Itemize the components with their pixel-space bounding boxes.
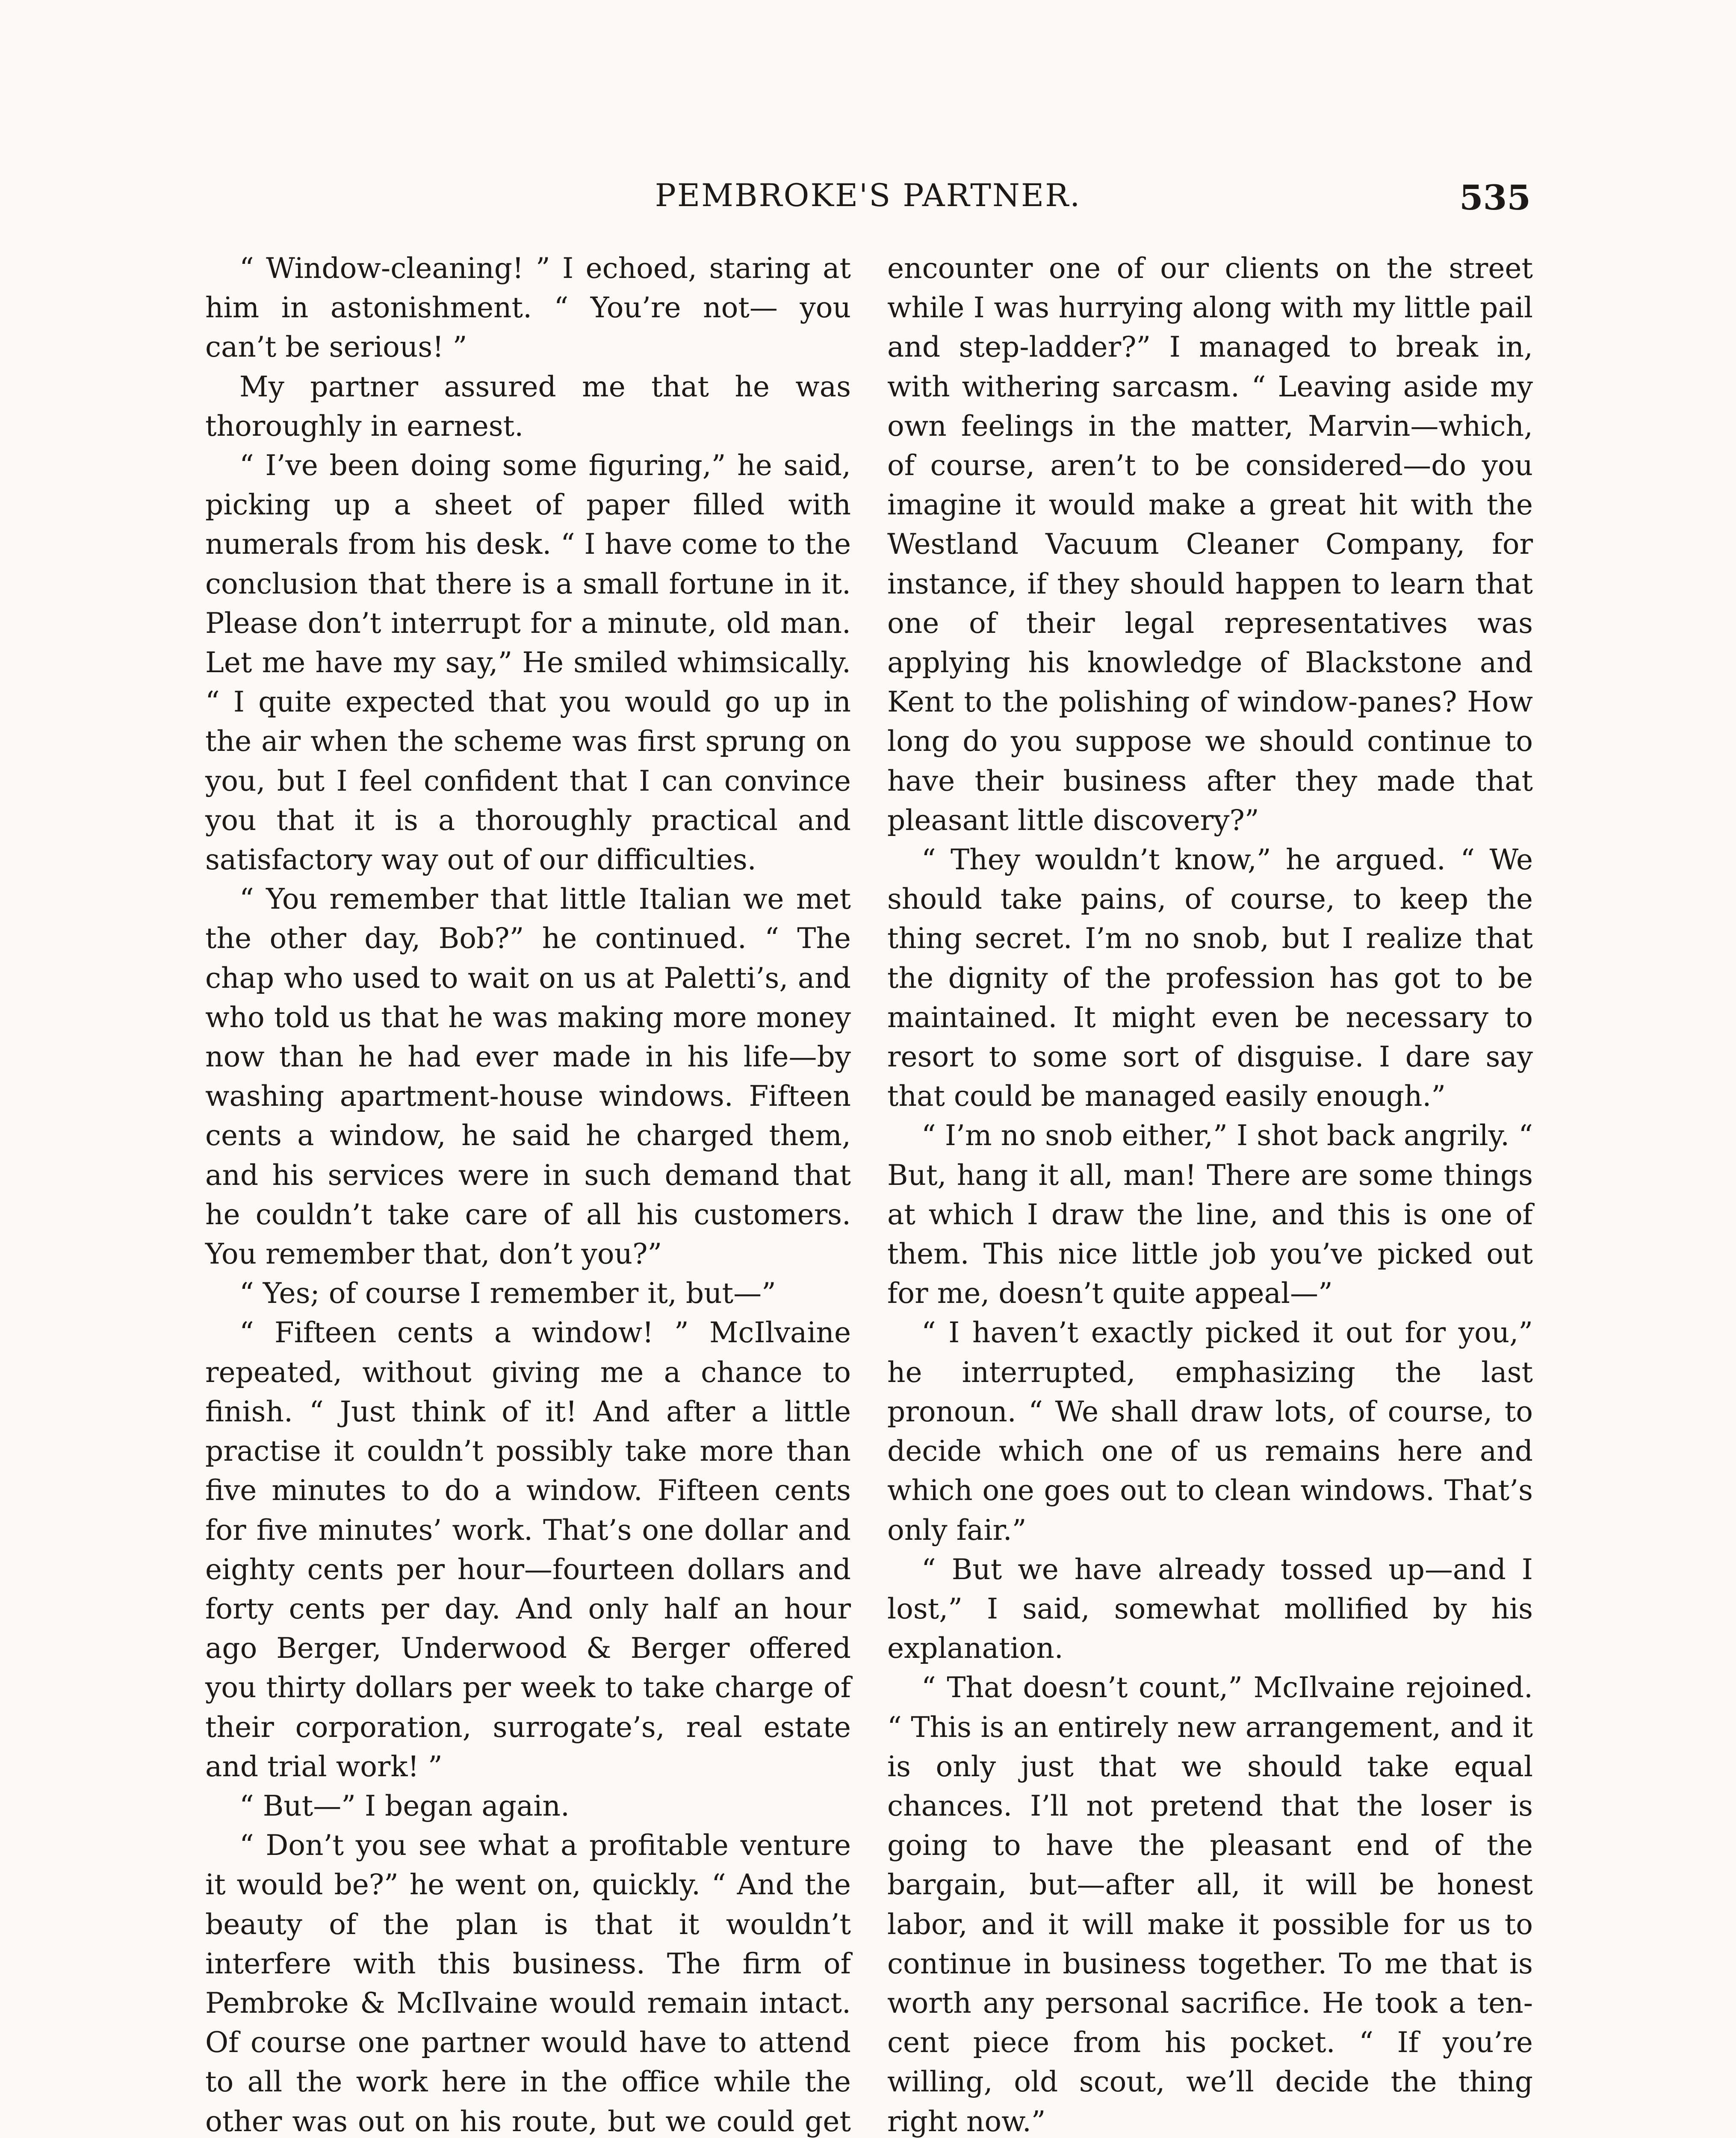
left-column-paragraph: “ You remember that little Italian we met the other day, Bob?” he continued. “ The chap who used to wait on us at Paletti’s, and who told us that he was making more money now than he had ever made in his life—by washing apartment-house windows. Fifteen cents a window, he said he charged them, and his services were in such demand that he couldn’t take care of all his customers. You remember that, don’t you?” (205, 883, 851, 1271)
left-column-paragraph: “ Yes; of course I remember it, but—” (239, 1277, 776, 1310)
left-column-paragraph: “ But—” I began again. (239, 1789, 570, 1822)
right-column-paragraph: “ I haven’t exactly picked it out for you,” he interrupted, emphasizing the last pronoun. “ We shall draw lots, of course, to decide which one of us remains here and which one goes out to clean windows. That’s only fair.” (887, 1316, 1533, 1547)
right-column-paragraph: “ They wouldn’t know,” he argued. “ We should take pains, of course, to keep the thing secret. I’m no snob, but I realize that the dignity of the profession has got to be maintained. It might even be necessary to resort to some sort of disguise. I dare say that could be managed easily enough.” (887, 843, 1533, 1113)
right-column-paragraph: “ That doesn’t count,” McIlvaine rejoined. “ This is an entirely new arrangement, and it is only just that we should take equal chances. I’ll not pretend that the loser is going to have the pleasant end of the bargain, but—after all, it will be honest labor, and it will make it possible for us to continue in business together. To me that is worth any personal sacrifice. He took a ten-cent piece from his pocket. “ If you’re willing, old scout, we’ll decide the thing right now.” (887, 1671, 1533, 2138)
page-number: 535 (1459, 177, 1531, 218)
left-column-paragraph: “ Don’t you see what a profitable venture it would be?” he went on, quickly. “ And the beauty of the plan is that it wouldn’t interfere with this business. The firm of Pembroke & McIlvaine would remain intact. Of course one partner would have to attend to all the work here in the office while the other was out on his route, but we could get (205, 1829, 851, 2138)
left-column-paragraph: “ I’ve been doing some figuring,” he said, picking up a sheet of paper filled with numerals from his desk. “ I have come to the conclusion that there is a small fortune in it. Please don’t interrupt for a minute, old man. Let me have my say,” He smiled whimsically. “ I quite expected that you would go up in the air when the scheme was first sprung on you, but I feel confident that I can convince you that it is a thoroughly practical and satisfactory way out of our difficulties. (205, 449, 851, 877)
left-column (205, 249, 851, 2138)
right-column-paragraph: encounter one of our clients on the street while I was hurrying along with my little pail and step-ladder?” I managed to break in, with withering sarcasm. “ Leaving aside my own feelings in the matter, Marvin—which, of course, aren’t to be considered—do you imagine it would make a great hit with the Westland Vacuum Cleaner Company, for instance, if they should happen to learn that one of their legal representatives was applying his knowledge of Blackstone and Kent to the polishing of window-panes? How long do you suppose we should continue to have their business after they made that pleasant little discovery?” (887, 252, 1533, 837)
page-header (205, 177, 1531, 229)
running-title: PEMBROKE'S PARTNER. (655, 177, 1081, 214)
right-column-paragraph: “ I’m no snob either,” I shot back angrily. “ But, hang it all, man! There are some things at which I draw the line, and this is one of them. This nice little job you’ve picked out for me, doesn’t quite appeal—” (887, 1119, 1533, 1310)
right-column-paragraph: “ But we have already tossed up—and I lost,” I said, somewhat mollified by his explanation. (887, 1553, 1533, 1665)
left-column-paragraph: “ Window-cleaning! ” I echoed, staring at him in astonishment. “ You’re not— you can’t be serious! ” (205, 252, 851, 364)
right-column (887, 249, 1533, 2138)
left-column-paragraph: “ Fifteen cents a window! ” McIlvaine repeated, without giving me a chance to finish. “ Just think of it! And after a little practise it couldn’t possibly take more than five minutes to do a window. Fifteen cents for five minutes’ work. That’s one dollar and eighty cents per hour—fourteen dollars and forty cents per day. And only half an hour ago Berger, Underwood & Berger offered you thirty dollars per week to take charge of their corporation, surrogate’s, real estate and trial work! ” (205, 1316, 851, 1783)
left-column-paragraph: My partner assured me that he was thoroughly in earnest. (205, 370, 851, 443)
